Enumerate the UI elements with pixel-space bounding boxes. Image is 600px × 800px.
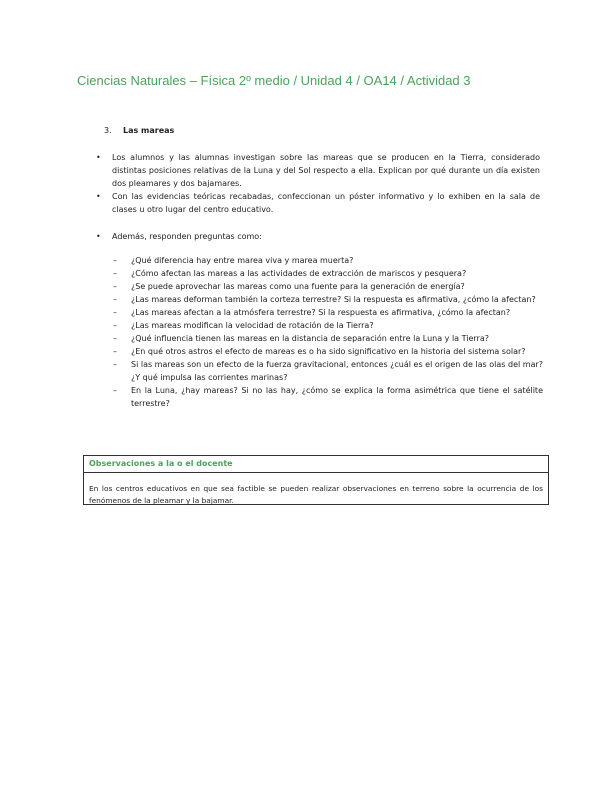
question-text: ¿Las mareas modifican la velocidad de rotación de la Tierra?: [131, 321, 374, 330]
bullet-item: [96, 151, 540, 190]
section-title: [104, 126, 174, 135]
question-text: En la Luna, ¿hay mareas? Si no las hay, ¿cómo se explica la forma asimétrica que tiene el satélite terrestre?: [131, 386, 543, 408]
observations-title: Observaciones a la o el docente: [84, 456, 548, 473]
question-item: [113, 306, 543, 319]
question-text: ¿Se puede aprovechar las mareas como una fuente para la generación de energía?: [131, 282, 465, 291]
dash-icon: –: [113, 321, 117, 330]
bullet-icon: •: [96, 153, 101, 162]
bullet-icon: •: [96, 192, 101, 201]
page-header: Ciencias Naturales – Física 2º medio / Unidad 4 / OA14 / Actividad 3: [77, 73, 471, 88]
question-item: [113, 358, 543, 384]
observations-box: [83, 455, 549, 505]
bullet-icon: •: [96, 232, 101, 241]
dash-icon: –: [113, 282, 117, 291]
question-text: ¿En qué otros astros el efecto de mareas es o ha sido significativo en la historia del sistema solar?: [131, 347, 526, 356]
dash-icon: –: [113, 347, 117, 356]
question-text: ¿Qué influencia tienen las mareas en la distancia de separación entre la Luna y la Tierra?: [131, 334, 489, 343]
section-number: 3.: [104, 126, 112, 135]
dash-icon: –: [113, 360, 117, 369]
bullet-text: Con las evidencias teóricas recabadas, confeccionan un póster informativo y lo exhiben en la sala de clases u otro lugar del centro educativo.: [112, 192, 540, 214]
question-item: [113, 319, 543, 332]
dash-icon: –: [113, 386, 117, 395]
bullet-text: Los alumnos y las alumnas investigan sobre las mareas que se producen en la Tierra, considerado distintas posiciones relativas de la Luna y del Sol respecto a ella. Explican por qué durante un día existen dos pleamares y dos bajamares.: [112, 153, 540, 188]
question-text: ¿Cómo afectan las mareas a las actividades de extracción de mariscos y pesquera?: [131, 269, 467, 278]
question-item: [113, 254, 543, 267]
question-list: [113, 254, 543, 410]
observations-body: En los centros educativos en que sea factible se pueden realizar observaciones en terreno sobre la ocurrencia de los fenómenos de la pleamar y la bajamar.: [89, 484, 543, 505]
question-text: ¿Las mareas afectan a la atmósfera terrestre? Si la respuesta es afirmativa, ¿cómo la afectan?: [131, 308, 511, 317]
question-item: [113, 280, 543, 293]
question-item: [113, 345, 543, 358]
question-text: Si las mareas son un efecto de la fuerza gravitacional, entonces ¿cuál es el origen de las olas del mar? ¿Y qué impulsa las corrientes marinas?: [131, 360, 543, 382]
dash-icon: –: [113, 256, 117, 265]
question-item: [113, 332, 543, 345]
question-item: [113, 293, 543, 306]
bullet-item: [96, 230, 540, 243]
dash-icon: –: [113, 295, 117, 304]
bullet-text: Además, responden preguntas como:: [112, 232, 262, 241]
question-item: [113, 384, 543, 410]
activity-bullets: [96, 151, 540, 243]
dash-icon: –: [113, 308, 117, 317]
question-item: [113, 267, 543, 280]
dash-icon: –: [113, 269, 117, 278]
question-text: ¿Qué diferencia hay entre marea viva y marea muerta?: [131, 256, 354, 265]
dash-icon: –: [113, 334, 117, 343]
question-text: ¿Las mareas deforman también la corteza terrestre? Si la respuesta es afirmativa, ¿cómo la afectan?: [131, 295, 536, 304]
bullet-item: [96, 190, 540, 216]
section-title-text: Las mareas: [123, 126, 175, 135]
